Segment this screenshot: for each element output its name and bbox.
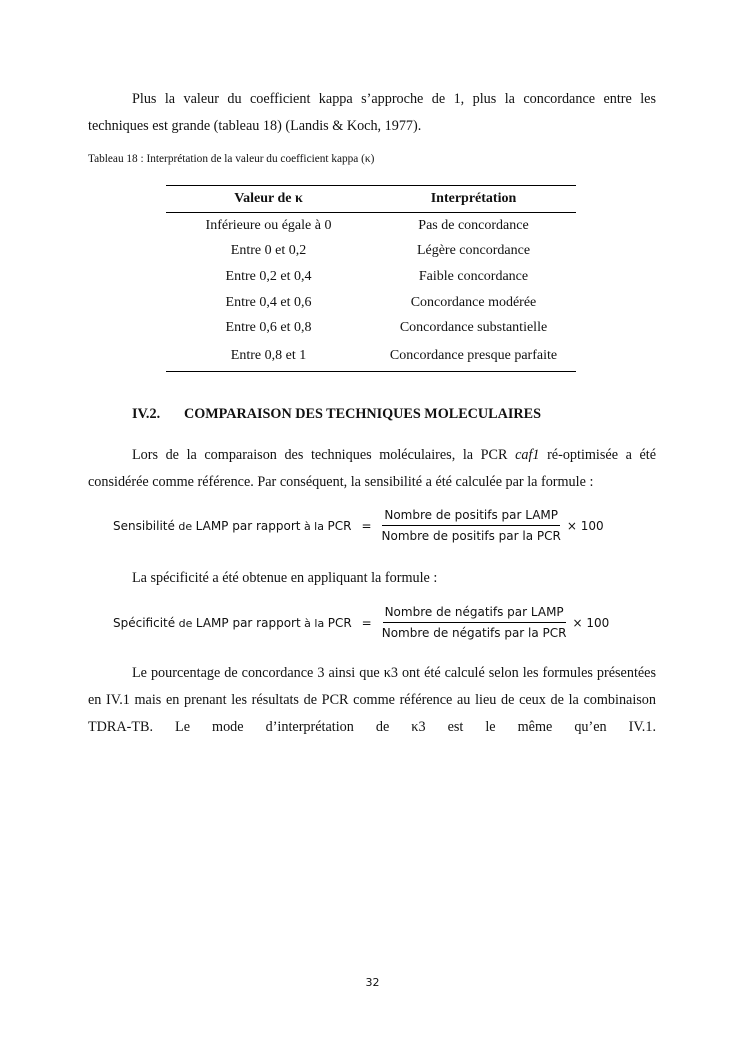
table-row — [166, 341, 576, 372]
formula-term: de — [174, 519, 196, 533]
fraction-denominator: Nombre de positifs par la PCR — [381, 529, 561, 543]
table-row — [166, 213, 576, 239]
formula-term: LAMP par rapport — [195, 518, 301, 533]
fraction-numerator: Nombre de négatifs par LAMP — [383, 605, 566, 623]
comparison-text-end: ré-optimisée a été considérée comme référence. Par conséquent, la sensibilité a été calculée par la formule : — [88, 447, 656, 490]
table-row — [166, 315, 576, 341]
kappa-interpretation-table — [166, 185, 576, 372]
comparison-text-start: Lors de la comparaison des techniques moléculaires, la PCR — [132, 447, 516, 463]
fraction-numerator: Nombre de positifs par LAMP — [382, 508, 560, 526]
formula-term: à la — [300, 519, 328, 533]
table-header-row — [166, 186, 576, 213]
table-row — [166, 264, 576, 290]
formula-lhs — [113, 519, 351, 533]
formula-term: LAMP par rapport — [195, 615, 301, 630]
column-header-kappa-value: Valeur de κ — [166, 186, 371, 213]
specificity-formula — [113, 605, 609, 640]
fraction — [380, 508, 563, 543]
cell-kappa-value: Entre 0 et 0,2 — [230, 243, 307, 259]
formula-lhs — [113, 616, 352, 630]
cell-interpretation: Faible concordance — [418, 268, 529, 284]
section-heading — [132, 406, 541, 423]
cell-kappa-value: Inférieure ou égale à 0 — [205, 217, 332, 233]
table-row — [166, 290, 576, 316]
final-paragraph: Le pourcentage de concordance 3 ainsi que κ3 ont été calculé selon les formules présentées en IV.1 mais en prenant les résultats de PCR comme référence au lieu de ceux de la combinaison TDRA-TB. Le mode d’interprétation de κ3 est le même qu’en IV.1. — [88, 665, 656, 735]
formula-term: PCR — [327, 615, 352, 630]
table-caption: Tableau 18 : Interprétation de la valeur du coefficient kappa (κ) — [88, 153, 375, 165]
cell-interpretation: Concordance modérée — [410, 294, 537, 310]
cell-interpretation: Légère concordance — [416, 243, 531, 259]
multiplier: × 100 — [566, 518, 604, 533]
intro-paragraph: Plus la valeur du coefficient kappa s’approche de 1, plus la concordance entre les techniques est grande (tableau 18) (Landis & Koch, 1977). — [88, 91, 656, 134]
cell-kappa-value: Entre 0,2 et 0,4 — [225, 268, 312, 284]
gene-name: caf1 — [515, 447, 540, 463]
formula-term: PCR — [327, 518, 352, 533]
formula-term: à la — [300, 616, 328, 630]
equals-sign: = — [361, 615, 372, 630]
comparison-paragraph — [88, 442, 656, 496]
column-header-interpretation: Interprétation — [371, 186, 576, 213]
sensitivity-formula — [113, 508, 604, 543]
multiplier: × 100 — [572, 615, 610, 630]
formula-term: de — [175, 616, 196, 630]
cell-interpretation: Pas de concordance — [418, 217, 529, 233]
fraction — [380, 605, 569, 640]
table-row — [166, 239, 576, 265]
cell-kappa-value: Entre 0,8 et 1 — [166, 341, 371, 372]
formula-term: Spécificité — [113, 615, 176, 630]
section-number: IV.2. — [132, 406, 161, 422]
cell-kappa-value: Entre 0,6 et 0,8 — [225, 320, 312, 336]
cell-kappa-value: Entre 0,4 et 0,6 — [225, 294, 312, 310]
page-number: 32 — [365, 976, 380, 989]
equals-sign: = — [361, 518, 372, 533]
cell-interpretation: Concordance presque parfaite — [371, 341, 576, 372]
cell-interpretation: Concordance substantielle — [399, 320, 548, 336]
specificity-intro: La spécificité a été obtenue en appliquant la formule : — [132, 570, 438, 586]
section-title: COMPARAISON DES TECHNIQUES MOLECULAIRES — [184, 406, 541, 422]
formula-term: Sensibilité — [113, 518, 175, 533]
fraction-denominator: Nombre de négatifs par la PCR — [381, 626, 567, 640]
